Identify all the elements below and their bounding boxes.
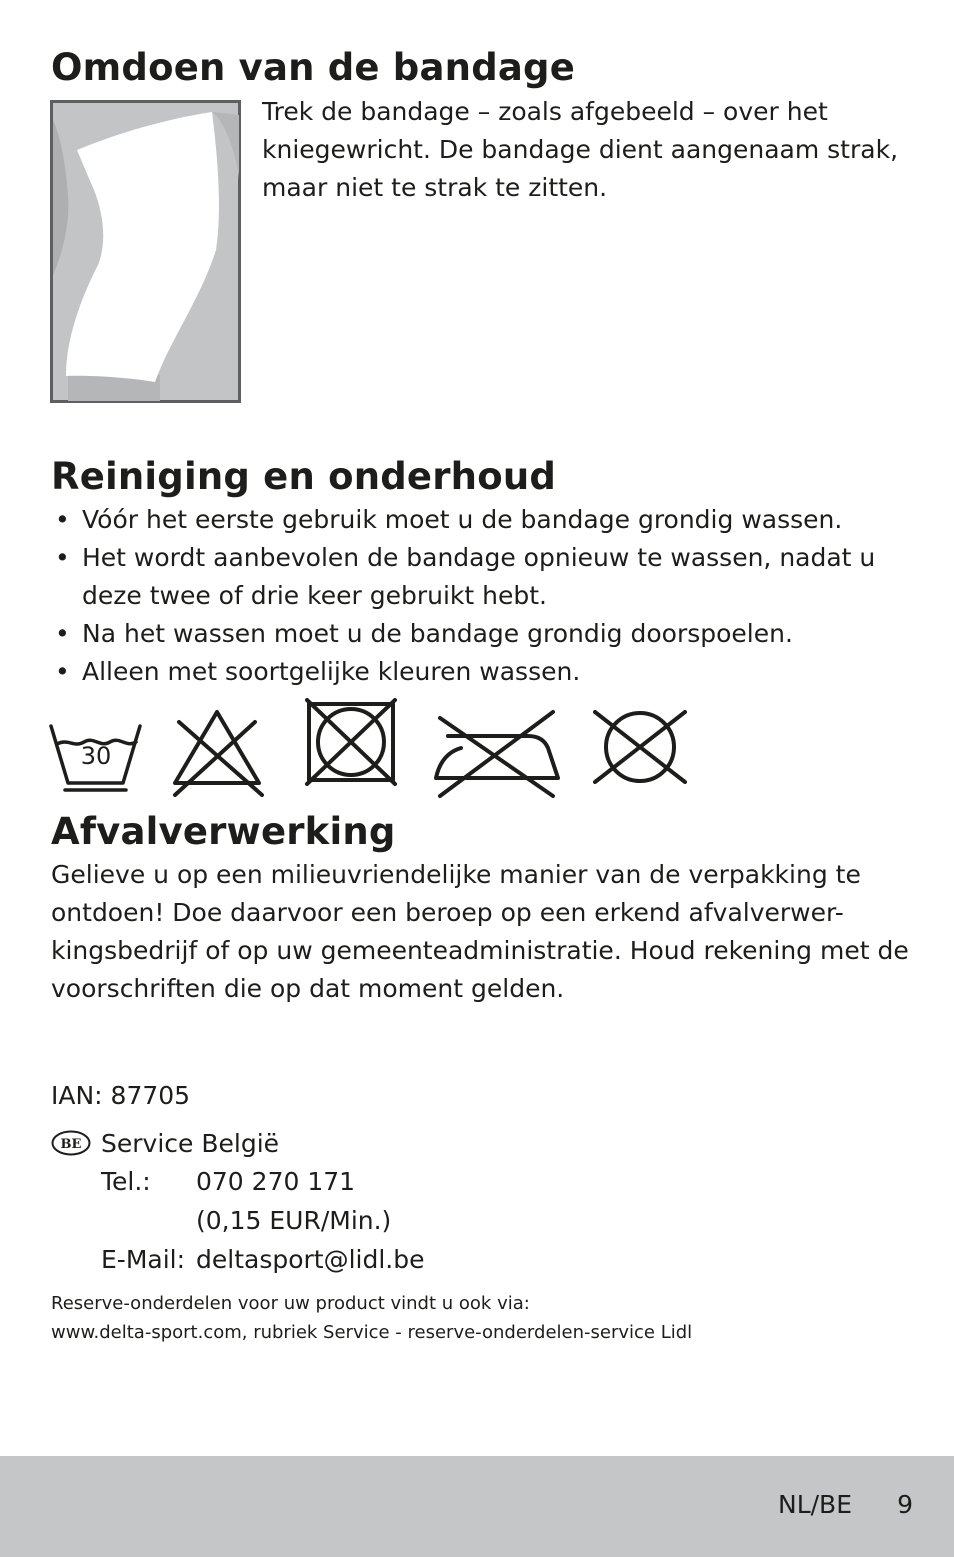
- ian-number: IAN: 87705: [51, 1081, 191, 1110]
- spare-parts-line: Reserve-onderdelen voor uw product vindt u ook via:: [51, 1293, 530, 1314]
- list-item: [51, 653, 911, 691]
- care-symbols: [48, 698, 698, 800]
- text-line: maar niet te strak te zitten.: [262, 173, 608, 202]
- section-title-disposal: Afvalverwerking: [51, 810, 396, 853]
- text-line: Gelieve u op een milieuvriendelijke manier van de verpakking te: [51, 860, 861, 889]
- text-line: Trek de bandage – zoals afgebeeld – over het: [262, 97, 828, 126]
- text-line: kniegewricht. De bandage dient aangenaam strak,: [262, 135, 899, 164]
- spare-parts-note: [51, 1289, 692, 1347]
- list-item-text: Het wordt aanbevolen de bandage opnieuw te wassen, nadat u: [82, 543, 876, 572]
- list-item: [51, 539, 911, 615]
- no-iron-icon: [436, 712, 558, 796]
- no-tumble-dry-icon: [307, 700, 395, 784]
- list-item-text: Alleen met soortgelijke kleuren wassen.: [82, 657, 581, 686]
- country-badge-label: BE: [60, 1137, 82, 1152]
- list-item: [51, 501, 911, 539]
- bullet: •: [55, 543, 70, 572]
- tel-number: 070 270 171: [196, 1167, 356, 1196]
- no-dry-clean-icon: [595, 712, 685, 782]
- list-item-text: deze twee of drie keer gebruikt hebt.: [82, 581, 547, 610]
- section-title-care: Reiniging en onderhoud: [51, 455, 557, 498]
- tel-rate: (0,15 EUR/Min.): [196, 1206, 392, 1235]
- page-number: 9: [897, 1490, 913, 1519]
- tel-label: Tel.:: [101, 1167, 151, 1196]
- email-address: deltasport@lidl.be: [196, 1245, 425, 1274]
- wash-30-icon: [51, 726, 140, 790]
- spare-parts-url-line: www.delta-sport.com, rubriek Service - reserve-onderdelen-service Lidl: [51, 1322, 693, 1343]
- section-title-application: Omdoen van de bandage: [51, 46, 576, 89]
- text-line: voorschriften die op dat moment gelden.: [51, 974, 565, 1003]
- page-footer: [0, 1456, 954, 1557]
- service-name: Service België: [101, 1129, 280, 1158]
- application-instructions: [262, 93, 922, 207]
- footer-language: NL/BE: [778, 1490, 852, 1519]
- bullet: •: [55, 657, 70, 686]
- bullet: •: [55, 505, 70, 534]
- no-bleach-icon: [175, 712, 262, 795]
- list-item-text: Vóór het eerste gebruik moet u de bandage grondig wassen.: [82, 505, 843, 534]
- belgium-country-badge-icon: [51, 1129, 91, 1157]
- knee-bandage-illustration: [50, 100, 241, 403]
- text-line: ontdoen! Doe daarvoor een beroep op een erkend afvalverwer-: [51, 898, 844, 927]
- list-item: [51, 615, 911, 653]
- wash-temperature-label: 30: [80, 742, 112, 770]
- text-line: kingsbedrijf of op uw gemeenteadministratie. Houd rekening met de: [51, 936, 909, 965]
- list-item-text: Na het wassen moet u de bandage grondig doorspoelen.: [82, 619, 793, 648]
- disposal-text: [51, 856, 921, 1008]
- bullet: •: [55, 619, 70, 648]
- care-instructions-list: [51, 501, 911, 691]
- email-label: E-Mail:: [101, 1245, 186, 1274]
